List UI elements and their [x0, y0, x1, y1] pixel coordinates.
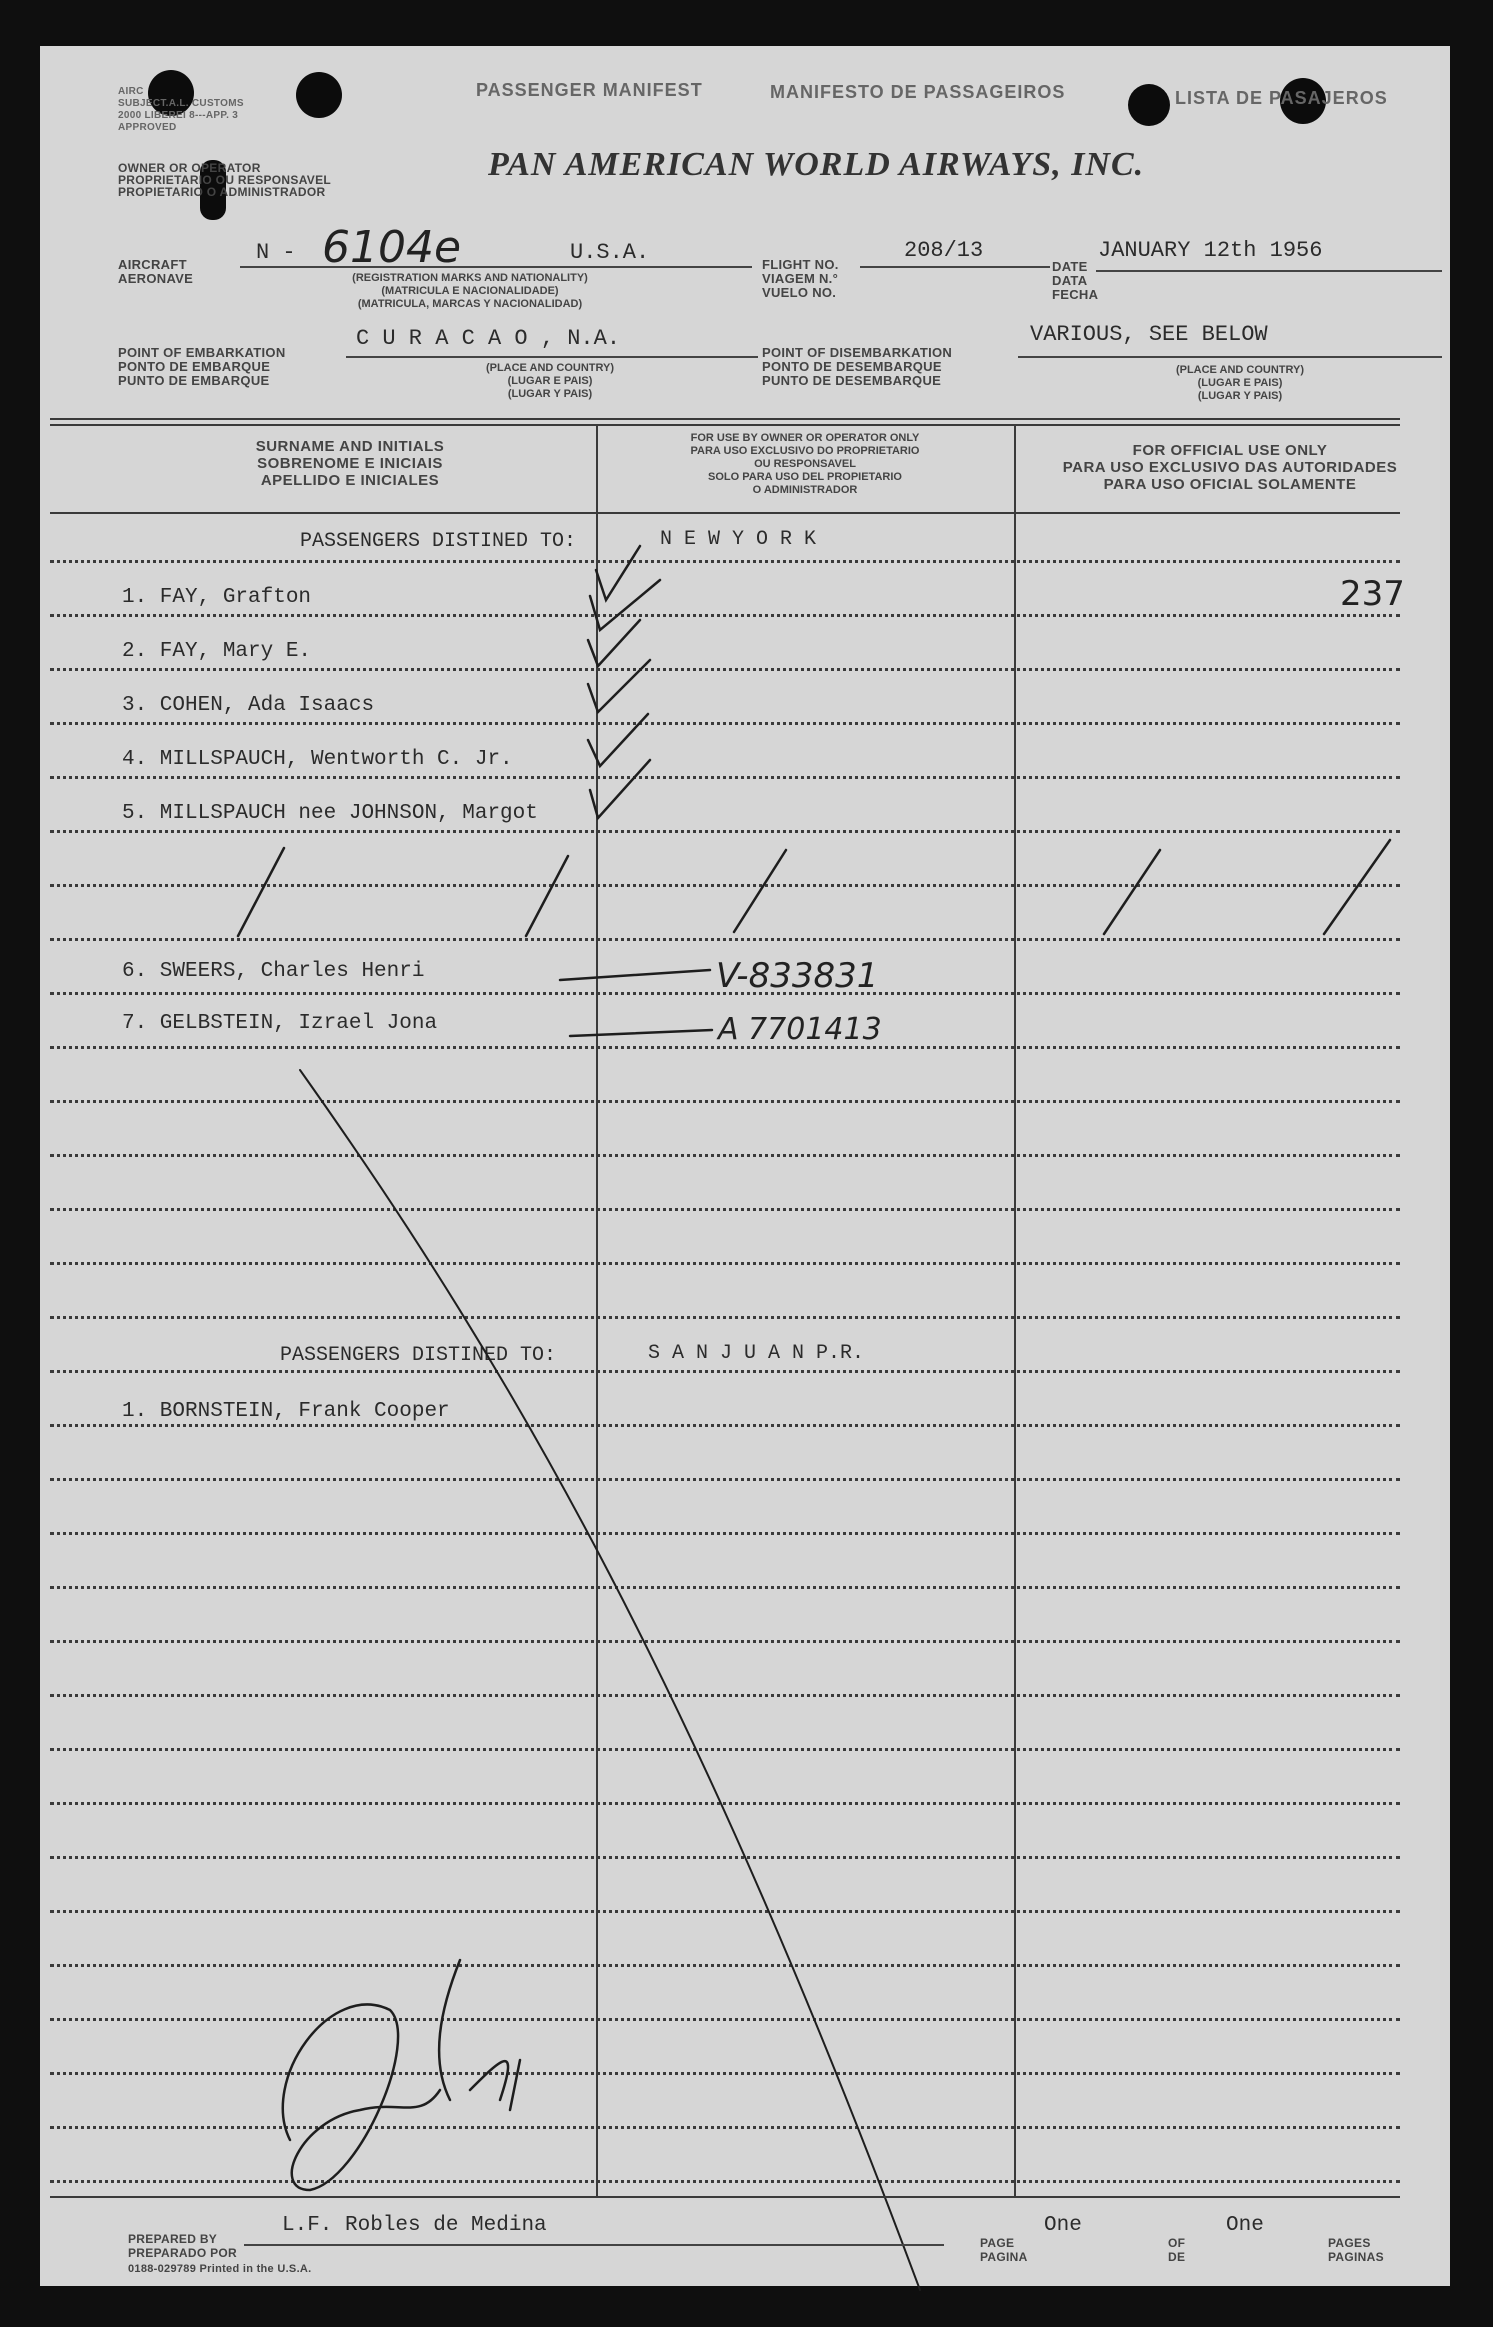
prepared-label — [128, 2232, 237, 2260]
disembarkation-label-line: POINT OF DISEMBARKATION — [762, 345, 953, 360]
passenger-row: 1. FAY, Grafton — [122, 586, 312, 609]
form-line: AIRC — [118, 86, 144, 97]
aircraft-number: 6104e — [322, 222, 462, 273]
signature — [283, 1960, 520, 2190]
passenger-row: 2. FAY, Mary E. — [122, 640, 312, 663]
column-header-line: PARA USO EXCLUSIVO DO PROPRIETARIO — [690, 445, 920, 457]
airline-name: PAN AMERICAN WORLD AIRWAYS, INC. — [488, 146, 1145, 183]
page-label-line: PAGINA — [980, 2250, 1028, 2264]
column-header-line: FOR OFFICIAL USE ONLY — [1132, 442, 1328, 459]
slash-mark — [526, 856, 568, 936]
check-mark — [588, 620, 640, 666]
column-header-line: SOBRENOME E INICIAIS — [257, 455, 443, 472]
check-mark — [590, 580, 660, 630]
flight-label-line: FLIGHT NO. — [762, 257, 839, 272]
aircraft-prefix: N - — [256, 240, 296, 265]
passenger-row: 6. SWEERS, Charles Henri — [122, 960, 425, 983]
of-label-line: OF — [1168, 2236, 1186, 2250]
dash-mark — [560, 970, 710, 980]
official-number: 237 — [1340, 574, 1405, 614]
printed-note: 0188-029789 Printed in the U.S.A. — [128, 2263, 312, 2275]
form-line: 2000 LIBEREI 8---APP. 3 — [118, 110, 239, 121]
passenger-row: 7. GELBSTEIN, Izrael Jona — [122, 1012, 438, 1035]
prepared-underline — [244, 2244, 944, 2246]
embarkation-note-line: (PLACE AND COUNTRY) — [485, 362, 615, 374]
pages-label-line: PAGINAS — [1328, 2250, 1384, 2264]
column-header-line: SOLO PARA USO DEL PROPIETARIO — [708, 471, 902, 483]
manifest-title-es: LISTA DE PASAJEROS — [1175, 88, 1388, 108]
flight-date: JANUARY 12th 1956 — [1098, 238, 1323, 263]
group-destination: N E W Y O R K — [660, 528, 817, 551]
slash-mark — [238, 848, 284, 936]
disembarkation-note-line: (LUGAR Y PAIS) — [1197, 390, 1283, 402]
column-header-line: O ADMINISTRADOR — [752, 484, 858, 496]
dash-mark — [570, 1030, 712, 1036]
check-mark — [588, 714, 648, 766]
column-header-line: PARA USO EXCLUSIVO DAS AUTORIDADES — [1062, 459, 1398, 476]
embarkation-label-line: PONTO DE EMBARQUE — [118, 359, 271, 374]
column-header-line: SURNAME AND INITIALS — [255, 438, 445, 455]
page-number: One — [1044, 2214, 1082, 2237]
aircraft-note-line: (MATRICULA, MARCAS Y NACIONALIDAD) — [357, 298, 583, 310]
embarkation-label-line: POINT OF EMBARKATION — [118, 345, 286, 360]
slash-mark — [734, 850, 786, 932]
form-line: APPROVED — [118, 122, 177, 133]
date-label-line: FECHA — [1052, 287, 1099, 302]
prepared-by: L.F. Robles de Medina — [282, 2214, 547, 2237]
pages-label-line: PAGES — [1328, 2236, 1371, 2250]
embarkation-place: C U R A C A O , N.A. — [356, 326, 621, 351]
check-mark — [588, 660, 650, 712]
aircraft-country: U.S.A. — [570, 240, 650, 265]
passenger-row: 1. BORNSTEIN, Frank Cooper — [122, 1400, 450, 1423]
disembarkation-note-line: (PLACE AND COUNTRY) — [1175, 364, 1305, 376]
prepared-label-line: PREPARED BY — [128, 2232, 218, 2246]
embarkation-note-line: (LUGAR E PAIS) — [507, 375, 593, 387]
flight-label-line: VUELO NO. — [762, 285, 837, 300]
column-header-line: OU RESPONSAVEL — [754, 458, 856, 470]
aircraft-note-line: (MATRICULA E NACIONALIDADE) — [381, 285, 559, 297]
passenger-row: 5. MILLSPAUCH nee JOHNSON, Margot — [122, 802, 538, 825]
prepared-label-line: PREPARADO POR — [128, 2246, 238, 2260]
page-label-line: PAGE — [980, 2236, 1015, 2250]
form-line: SUBJECT.A.L. CUSTOMS — [118, 98, 244, 109]
flight-number: 208/13 — [904, 238, 984, 263]
owner-label-line: PROPRIETARIO OU RESPONSAVEL — [118, 173, 332, 187]
date-label-line: DATA — [1052, 273, 1088, 288]
of-label — [1168, 2236, 1185, 2264]
manifest-title-en: PASSENGER MANIFEST — [476, 80, 703, 100]
disembarkation-place: VARIOUS, SEE BELOW — [1030, 322, 1268, 347]
check-mark — [596, 546, 640, 600]
page-label — [980, 2236, 1028, 2264]
owner-label-line: PROPIETARIO O ADMINISTRADOR — [118, 185, 326, 199]
manifest-title-pt: MANIFESTO DE PASSAGEIROS — [770, 82, 1066, 102]
owner-label-line: OWNER OR OPERATOR — [118, 161, 261, 175]
group-heading: PASSENGERS DISTINED TO: — [300, 530, 577, 553]
column-header-line: FOR USE BY OWNER OR OPERATOR ONLY — [690, 432, 920, 444]
embarkation-note-line: (LUGAR Y PAIS) — [507, 388, 593, 400]
pages-label — [1328, 2236, 1384, 2264]
flight-label-line: VIAGEM N.° — [762, 271, 839, 286]
slash-mark — [1324, 840, 1390, 934]
footer-rule — [50, 2196, 1400, 2198]
passenger-row: 4. MILLSPAUCH, Wentworth C. Jr. — [122, 748, 513, 771]
disembarkation-label-line: PUNTO DE DESEMBARQUE — [762, 373, 942, 388]
passenger-row: 3. COHEN, Ada Isaacs — [122, 694, 375, 717]
group-destination: S A N J U A N P.R. — [648, 1342, 865, 1365]
aircraft-label-line: AERONAVE — [118, 271, 194, 286]
of-label-line: DE — [1168, 2250, 1186, 2264]
passenger-code: A 7701413 — [718, 1012, 882, 1047]
aircraft-note-line: (REGISTRATION MARKS AND NATIONALITY) — [352, 272, 588, 284]
date-label-line: DATE — [1052, 259, 1088, 274]
slash-mark — [1104, 850, 1160, 934]
column-header-line: APELLIDO E INICIALES — [260, 472, 440, 489]
disembarkation-label-line: PONTO DE DESEMBARQUE — [762, 359, 942, 374]
group-heading: PASSENGERS DISTINED TO: — [280, 1344, 557, 1367]
page-total: One — [1226, 2214, 1264, 2237]
check-mark — [590, 760, 650, 818]
disembarkation-note-line: (LUGAR E PAIS) — [1197, 377, 1283, 389]
passenger-code: V-833831 — [716, 956, 879, 996]
aircraft-label-line: AIRCRAFT — [118, 257, 187, 272]
embarkation-label-line: PUNTO DE EMBARQUE — [118, 373, 270, 388]
column-header-line: PARA USO OFICIAL SOLAMENTE — [1103, 476, 1357, 493]
